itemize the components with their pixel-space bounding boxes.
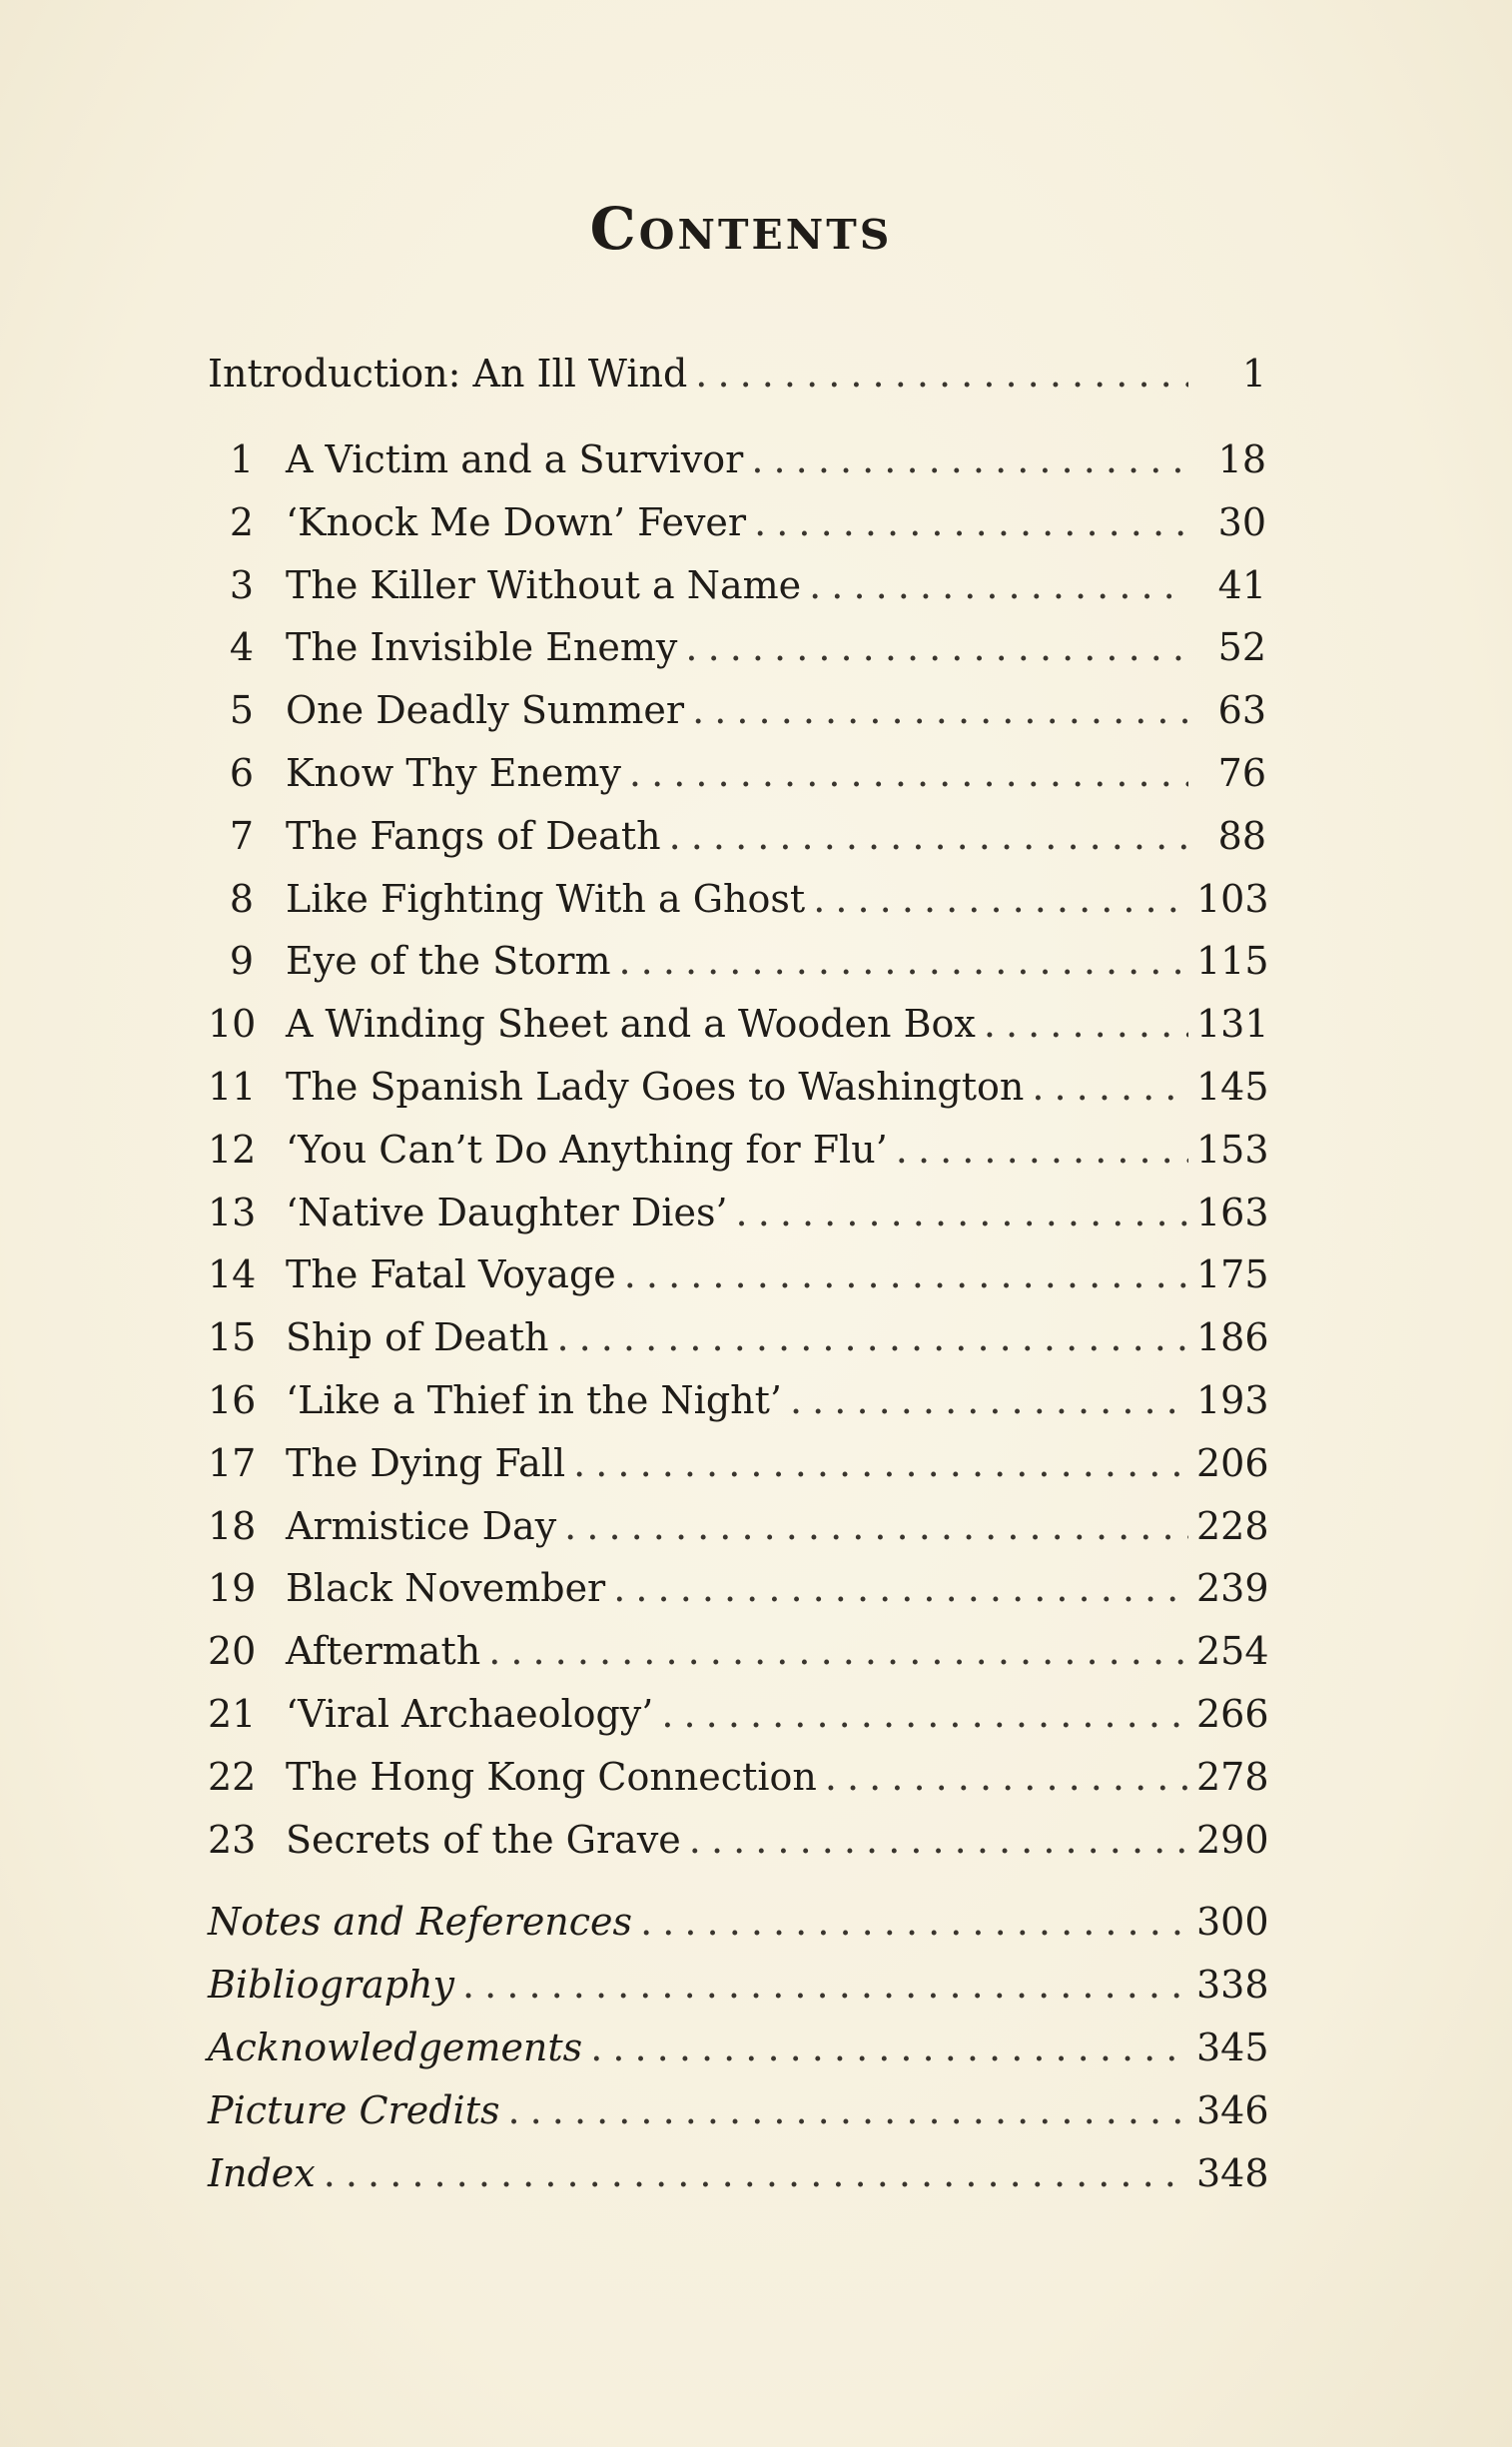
dot-leader: [556, 1315, 1188, 1359]
toc-entry-back-matter[interactable]: [208, 2025, 1269, 2088]
toc-entry-page: 254: [1196, 1629, 1269, 1674]
back-matter-list: [208, 1900, 1269, 2213]
toc-entry-label: The Dying Fall: [286, 1440, 566, 1485]
toc-entry-page: 131: [1196, 1002, 1269, 1047]
toc-entry-label: Armistice Day: [286, 1503, 557, 1548]
toc-entry-chapter[interactable]: [208, 1566, 1269, 1629]
toc-entry-page: 76: [1217, 750, 1266, 795]
chapter-number: 8: [229, 876, 254, 921]
toc-entry-label: ‘You Can’t Do Anything for Flu’: [286, 1127, 888, 1172]
dot-leader: [629, 751, 1188, 795]
dot-leader: [624, 1252, 1188, 1296]
toc-entry-page: 41: [1217, 562, 1266, 607]
dot-leader: [507, 2088, 1188, 2132]
toc-entry-chapter[interactable]: [208, 625, 1266, 688]
toc-entry-page: 300: [1196, 1900, 1269, 1945]
dot-leader: [669, 814, 1188, 858]
toc-entry-label: A Winding Sheet and a Wooden Box: [286, 1002, 976, 1047]
toc-entry-label: ‘Knock Me Down’ Fever: [286, 499, 747, 544]
chapter-number: 12: [208, 1127, 257, 1172]
toc-entry-page: 1: [1241, 352, 1266, 396]
toc-entry-chapter[interactable]: [208, 563, 1266, 626]
toc-entry-page: 278: [1196, 1754, 1269, 1799]
toc-entry-page: 348: [1196, 2150, 1269, 2195]
toc-entry-chapter[interactable]: [208, 437, 1266, 500]
chapter-number: 18: [208, 1503, 257, 1548]
toc-entry-chapter[interactable]: [208, 876, 1269, 940]
dot-leader: [692, 688, 1188, 732]
toc-entry-label: ‘Native Daughter Dies’: [286, 1190, 728, 1234]
chapter-number: 15: [208, 1315, 257, 1360]
toc-entry-page: 206: [1196, 1440, 1269, 1485]
toc-entry-label: The Killer Without a Name: [286, 562, 802, 607]
toc-entry-page: 186: [1196, 1315, 1269, 1360]
chapter-number: 10: [208, 1002, 257, 1047]
toc-entry-page: 239: [1196, 1566, 1269, 1611]
toc-entry-chapter[interactable]: [208, 1127, 1269, 1191]
toc-entry-chapter[interactable]: [208, 1691, 1269, 1755]
toc-entry-label: Notes and References: [208, 1900, 633, 1945]
toc-entry-chapter[interactable]: [208, 1817, 1269, 1881]
toc-entry-label: Introduction: An Ill Wind: [208, 352, 688, 396]
chapter-number: 5: [229, 688, 254, 733]
toc-entry-page: 338: [1196, 1963, 1269, 2008]
chapter-number: 23: [208, 1817, 257, 1862]
toc-entry-page: 163: [1196, 1190, 1269, 1234]
toc-entry-page: 63: [1217, 688, 1266, 733]
chapter-number: 2: [229, 499, 254, 544]
toc-entry-page: 103: [1196, 876, 1269, 921]
toc-entry-page: 52: [1217, 625, 1266, 670]
dot-leader: [809, 563, 1188, 607]
toc-entry-page: 88: [1217, 813, 1266, 858]
toc-entry-chapter[interactable]: [208, 1440, 1269, 1504]
dot-leader: [689, 1818, 1188, 1862]
toc-entry-chapter[interactable]: [208, 751, 1266, 814]
toc-entry-chapter[interactable]: [208, 500, 1266, 563]
toc-entry-label: A Victim and a Survivor: [286, 437, 744, 481]
chapter-number: 13: [208, 1190, 257, 1234]
chapter-number: 22: [208, 1754, 257, 1799]
table-of-contents: [208, 352, 1269, 2213]
chapter-number: 20: [208, 1629, 257, 1674]
dot-leader: [896, 1128, 1188, 1172]
dot-leader: [661, 1692, 1188, 1736]
toc-entry-page: 346: [1196, 2087, 1269, 2132]
dot-leader: [619, 939, 1189, 983]
chapter-number: 11: [208, 1064, 257, 1109]
chapter-number: 19: [208, 1566, 257, 1611]
toc-entry-chapter[interactable]: [208, 1252, 1269, 1315]
dot-leader: [590, 2026, 1188, 2069]
toc-entry-label: The Hong Kong Connection: [286, 1754, 817, 1799]
dot-leader: [754, 500, 1188, 544]
dot-leader: [324, 2151, 1188, 2195]
chapter-number: 14: [208, 1252, 257, 1297]
toc-entry-label: Like Fighting With a Ghost: [286, 876, 806, 921]
toc-entry-page: 290: [1196, 1817, 1269, 1862]
dot-leader: [790, 1378, 1188, 1422]
toc-entry-label: Acknowledgements: [208, 2025, 583, 2069]
toc-entry-page: 153: [1196, 1127, 1269, 1172]
toc-entry-page: 266: [1196, 1691, 1269, 1736]
toc-entry-label: Secrets of the Grave: [286, 1817, 681, 1862]
chapter-list: [208, 437, 1269, 1880]
chapter-number: 3: [229, 562, 254, 607]
toc-entry-label: Bibliography: [208, 1963, 454, 2008]
toc-entry-chapter[interactable]: [208, 1002, 1269, 1065]
toc-entry-back-matter[interactable]: [208, 1900, 1269, 1963]
page-title: Contents: [589, 195, 893, 263]
toc-entry-chapter[interactable]: [208, 1629, 1269, 1692]
dot-leader: [825, 1755, 1188, 1799]
toc-entry-chapter[interactable]: [208, 1064, 1269, 1128]
toc-entry-page: 30: [1217, 499, 1266, 544]
toc-entry-label: Aftermath: [286, 1629, 481, 1674]
toc-entry-label: The Invisible Enemy: [286, 625, 678, 670]
dot-leader: [813, 877, 1188, 921]
toc-entry-label: ‘Viral Archaeology’: [286, 1691, 654, 1736]
dot-leader: [488, 1629, 1188, 1673]
toc-entry-label: The Spanish Lady Goes to Washington: [286, 1064, 1025, 1109]
toc-entry-page: 345: [1196, 2025, 1269, 2069]
dot-leader: [462, 1963, 1188, 2007]
chapter-number: 1: [229, 437, 254, 481]
dot-leader: [613, 1566, 1188, 1610]
toc-entry-chapter[interactable]: [208, 1377, 1269, 1441]
toc-entry-back-matter[interactable]: [208, 2087, 1269, 2151]
dot-leader: [685, 625, 1188, 669]
chapter-number: 16: [208, 1377, 257, 1422]
toc-entry-page: 228: [1196, 1503, 1269, 1548]
toc-entry-label: Eye of the Storm: [286, 939, 611, 984]
dot-leader: [564, 1504, 1188, 1548]
toc-entry-page: 193: [1196, 1377, 1269, 1422]
toc-entry-label: One Deadly Summer: [286, 688, 685, 733]
toc-entry-label: Know Thy Enemy: [286, 750, 621, 795]
toc-entry-chapter[interactable]: [208, 814, 1266, 877]
dot-leader: [984, 1002, 1188, 1046]
dot-leader: [751, 437, 1188, 481]
toc-entry-label: Black November: [286, 1566, 606, 1611]
toc-entry-label: Index: [208, 2150, 316, 2195]
toc-entry-label: Ship of Death: [286, 1315, 549, 1360]
toc-entry-chapter[interactable]: [208, 939, 1269, 1002]
toc-entry-chapter[interactable]: [208, 1190, 1269, 1253]
chapter-number: 21: [208, 1691, 257, 1736]
toc-entry-introduction[interactable]: [208, 352, 1266, 413]
dot-leader: [573, 1441, 1188, 1485]
dot-leader: [695, 352, 1188, 396]
chapter-number: 17: [208, 1440, 257, 1485]
toc-entry-chapter[interactable]: [208, 1754, 1269, 1818]
dot-leader: [1032, 1065, 1188, 1109]
toc-entry-label: The Fatal Voyage: [286, 1252, 616, 1297]
toc-entry-back-matter[interactable]: [208, 2150, 1269, 2214]
toc-entry-chapter[interactable]: [208, 1315, 1269, 1378]
dot-leader: [640, 1900, 1188, 1944]
dot-leader: [736, 1191, 1188, 1234]
toc-entry-page: 145: [1196, 1064, 1269, 1109]
toc-entry-label: The Fangs of Death: [286, 813, 661, 858]
toc-entry-chapter[interactable]: [208, 688, 1266, 751]
toc-entry-page: 115: [1196, 939, 1269, 984]
toc-entry-label: Picture Credits: [208, 2087, 500, 2132]
toc-entry-chapter[interactable]: [208, 1503, 1269, 1567]
toc-entry-page: 18: [1217, 437, 1266, 481]
chapter-number: 7: [229, 813, 254, 858]
chapter-number: 4: [229, 625, 254, 670]
chapter-number: 9: [229, 939, 254, 984]
toc-entry-label: ‘Like a Thief in the Night’: [286, 1377, 782, 1422]
chapter-number: 6: [229, 750, 254, 795]
toc-entry-back-matter[interactable]: [208, 1963, 1269, 2026]
toc-entry-page: 175: [1196, 1252, 1269, 1297]
